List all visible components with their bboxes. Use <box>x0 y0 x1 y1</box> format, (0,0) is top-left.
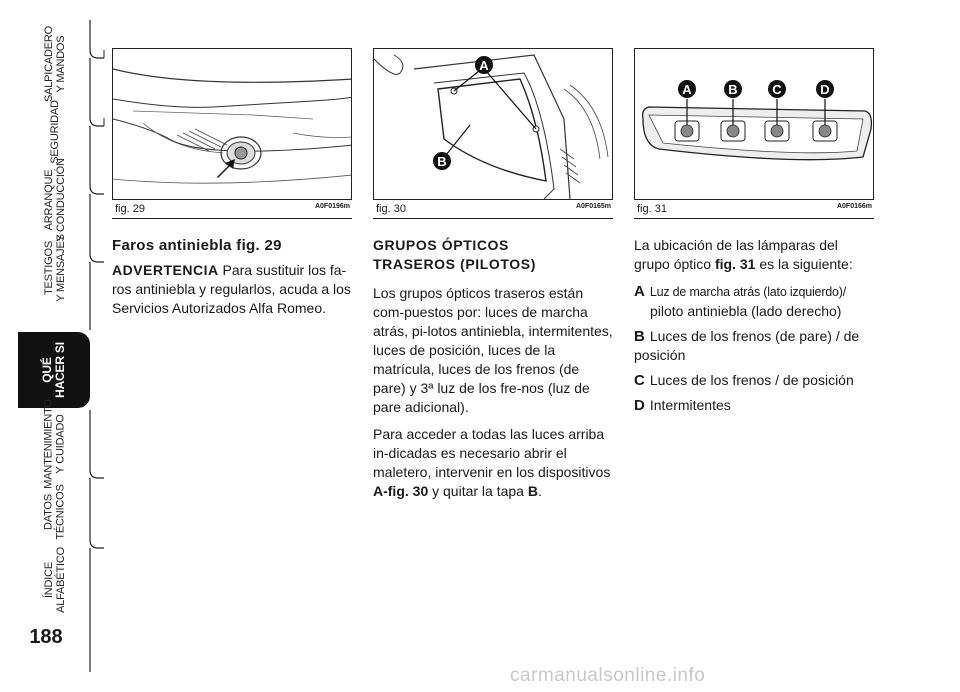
column-lamp-locations <box>634 236 874 421</box>
figure-31-label-a: A <box>682 82 692 97</box>
item-text: Luces de los frenos (de pare) / de posición <box>634 328 860 363</box>
figure-reference: A-fig. 30 <box>373 483 429 499</box>
tab-testigos[interactable] <box>20 234 90 302</box>
tab-label: ARRANQUE Y CONDUCCIÓN <box>43 158 68 242</box>
tab-indice[interactable] <box>20 546 90 614</box>
section-heading: Faros antiniebla fig. 29 <box>112 237 282 254</box>
item-text: Luces de los frenos / de posición <box>649 372 854 388</box>
paragraph: Para acceder a todas las luces arriba in-dicadas es necesario abrir el maletero, intervenir en los dispositivos A-fig. 30 y quitar la tapa B. <box>373 426 611 499</box>
figure-divider <box>112 218 352 219</box>
item-letter: B <box>634 328 645 345</box>
tab-label: QUÉ HACER SI <box>40 342 67 398</box>
figure-29 <box>112 48 352 218</box>
item-letter: C <box>634 372 645 389</box>
figure-code: A0F0166m <box>836 203 872 210</box>
figure-divider <box>634 218 874 219</box>
figure-31-label-c: C <box>772 82 782 97</box>
figure-31-image <box>634 48 874 200</box>
figure-31-label-b: B <box>728 82 738 97</box>
page-number: 188 <box>29 626 63 648</box>
figure-30-label-a: A <box>479 58 489 73</box>
tab-label: SALPICADERO Y MANDOS <box>43 25 68 103</box>
item-text: Luz de marcha atrás (lato izquierdo)/ <box>649 285 847 299</box>
list-item <box>634 371 874 390</box>
figure-31 <box>634 48 874 218</box>
warning-paragraph <box>112 261 352 318</box>
figure-caption: fig. 29 <box>115 203 145 215</box>
column-fog-lights <box>112 236 352 326</box>
figure-30-image <box>373 48 613 200</box>
tab-salpicadero[interactable] <box>20 25 90 103</box>
watermark: carmanualsonline.info <box>510 665 706 686</box>
tab-seguridad[interactable] <box>20 98 90 166</box>
list-item <box>634 327 874 365</box>
tab-label: DATOS TÉCNICOS <box>43 484 67 540</box>
tab-label: ÍNDICE ALFABÉTICO <box>42 547 67 613</box>
figure-caption: fig. 31 <box>637 203 667 215</box>
warning-keyword: ADVERTENCIA <box>112 262 219 278</box>
tab-que-hacer-si[interactable] <box>18 332 90 408</box>
list-item <box>634 396 874 415</box>
tab-label: SEGURIDAD <box>48 100 61 164</box>
section-heading: GRUPOS ÓPTICOS TRASEROS (PILOTOS) <box>373 237 536 272</box>
item-letter: A <box>634 283 645 300</box>
tab-label: TESTIGOS Y MENSAJES <box>43 234 67 302</box>
figure-reference: fig. 31 <box>714 256 756 272</box>
figure-30 <box>373 48 613 218</box>
figure-code: A0F0165m <box>575 203 611 210</box>
figure-divider <box>373 218 613 219</box>
figure-caption: fig. 30 <box>376 203 406 215</box>
paragraph: La ubicación de las lámparas del grupo óptico fig. 31 es la siguiente: <box>634 237 853 272</box>
item-text: piloto antiniebla (lado derecho) <box>650 303 842 319</box>
tab-datos[interactable] <box>20 478 90 546</box>
tab-arranque[interactable] <box>20 158 90 242</box>
figure-code: A0F0196m <box>314 203 350 210</box>
tab-label: MANTENIMIENTO Y CUIDADO <box>43 399 68 489</box>
tab-mantenimiento[interactable] <box>20 399 90 489</box>
item-letter: D <box>634 397 645 414</box>
figure-31-label-d: D <box>820 82 830 97</box>
item-text: Intermitentes <box>649 397 731 413</box>
column-rear-lights <box>373 236 613 509</box>
figure-reference: B <box>527 483 538 499</box>
figure-29-image <box>112 48 352 200</box>
section-tabs <box>0 0 110 692</box>
list-item <box>634 282 874 321</box>
figure-30-label-b: B <box>437 154 447 169</box>
warning-text: Para sustituir los fa-ros antiniebla y regularlos, acuda a los Servicios Autorizados Alfa Romeo. <box>112 262 351 316</box>
paragraph: Los grupos ópticos traseros están com-puestos por: luces de marcha atrás, pi-lotos antiniebla, intermitentes, luces de posición, luces de la matrícula, luces de los frenos (de pare) y 3ª luz de los fre-nos (luz de pare adicional). <box>373 285 613 415</box>
